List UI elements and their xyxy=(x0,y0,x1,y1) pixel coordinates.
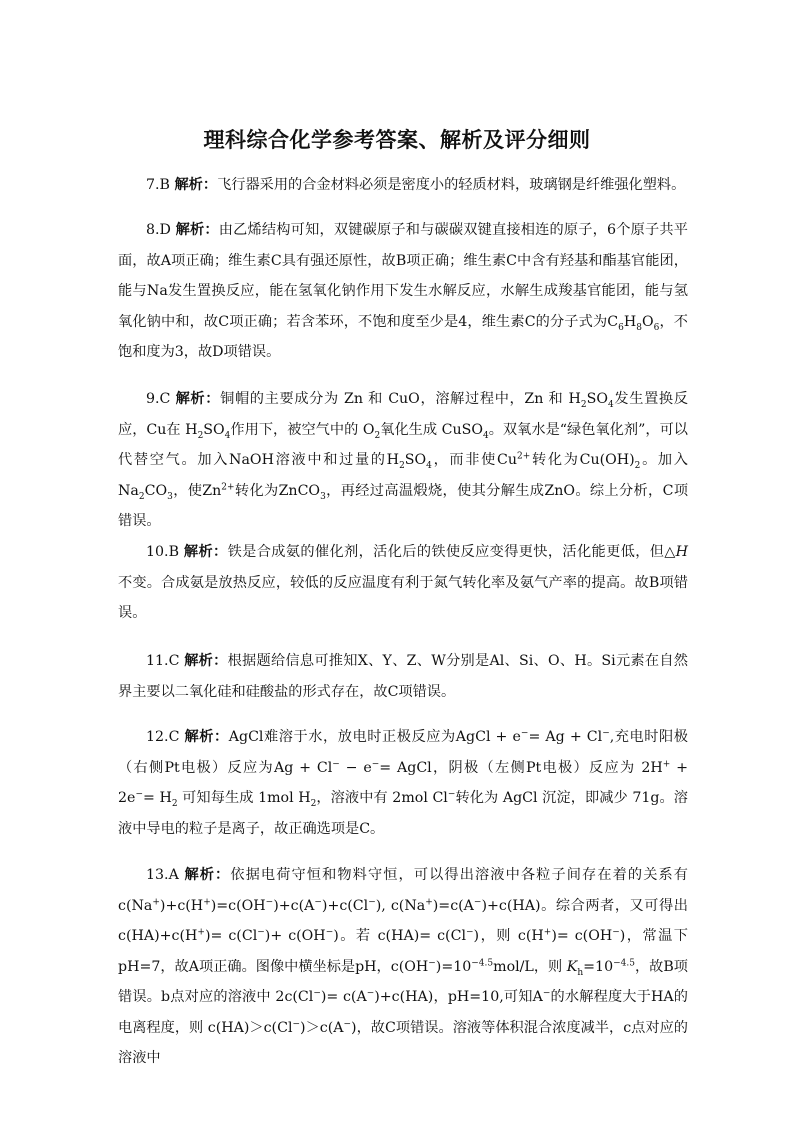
analysis-text: 铁是合成氨的催化剂，活化后的铁使反应变得更快，活化能更低，但△H不变。合成氨是放热反应，较低的反应温度有利于氮气转化率及氨气产率的提高。故B项错误。 xyxy=(118,544,688,621)
item-number: 13.A xyxy=(146,867,179,883)
page-title: 理科综合化学参考答案、解析及评分细则 xyxy=(203,127,591,152)
item-number: 11.C xyxy=(146,653,180,669)
answer-item-9 xyxy=(118,384,688,537)
answer-item-10 xyxy=(118,537,688,629)
analysis-label: 解析： xyxy=(175,222,219,238)
item-number: 9.C xyxy=(146,391,171,407)
analysis-label: 解析： xyxy=(184,729,229,745)
item-number: 12.C xyxy=(146,729,180,745)
analysis-text: 依据电荷守恒和物料守恒，可以得出溶液中各粒子间存在着的关系有c(Na+)+c(H+)=c(OH−)+c(A−)+c(Cl−), c(Na+)=c(A−)+c(HA)。综合两者，又可得出 c(HA)+c(H+)= c(Cl−)+ c(OH−)。若 c(HA)= c(Cl−)，则 c(H+)= c(OH−)，常温下 pH=7，故A项正确。图像中横坐标是pH，$c(OH^-)=10^{-4.5}mol/L$，则 $K_h=10^{-4.5}$，故B项错误。b点对应的溶液中 2c(Cl−)= c(A−)+c(HA)，pH=10,可知A−的水解程度大于HA的电离程度，则 c(HA)＞c(Cl−)＞c(A−)，故C项错误。溶液等体积混合浓度减半，c点对应的溶液中 xyxy=(118,867,688,1066)
item-number: 10.B xyxy=(146,544,179,560)
analysis-label: 解析： xyxy=(183,544,228,560)
item-number: 7.B xyxy=(146,177,170,193)
analysis-text: 根据题给信息可推知X、Y、Z、W分别是Al、Si、O、H。Si元素在自然界主要以二氧化硅和硅酸盐的形式存在，故C项错误。 xyxy=(118,653,688,700)
analysis-label: 解析： xyxy=(184,867,231,883)
answer-item-11 xyxy=(118,646,688,707)
answer-item-7 xyxy=(118,170,688,201)
answer-item-8 xyxy=(118,215,688,368)
answer-item-13 xyxy=(118,860,688,1074)
item-number: 8.D xyxy=(146,222,171,238)
analysis-text: 铜帽的主要成分为 Zn 和 CuO，溶解过程中，Zn 和 $H_2SO_4$发生置换反应，Cu在 $H_2SO_4$作用下，被空气中的 $O_2$氧化生成 CuSO$_4$。双氧水是“绿色氧化剂”，可以代替空气。加入NaOH溶液中和过量的$H_2SO_4$，而非使$Cu^{2+}$转化为$Cu(OH)_2$。加入$Na_2CO_3$，使$Zn^{2+}$转化为ZnCO$_3$，再经过高温煅烧，使其分解生成ZnO。综上分析，C项错误。 xyxy=(118,391,689,529)
analysis-text: 由乙烯结构可知，双键碳原子和与碳碳双键直接相连的原子，6个原子共平面，故A项正确；维生素C具有强还原性，故B项正确；维生素C中含有羟基和酯基官能团，能与Na发生置换反应，能在氢氧化钠作用下发生水解反应，水解生成羧基官能团，能与氢氧化钠中和，故C项正确；若含苯环，不饱和度至少是4，维生素C的分子式为$C_6H_8O_6$，不饱和度为3，故D项错误。 xyxy=(118,222,688,360)
analysis-label: 解析： xyxy=(184,653,228,669)
analysis-text: 飞行器采用的合金材料必须是密度小的轻质材料，玻璃钢是纤维强化塑料。 xyxy=(217,177,686,193)
analysis-label: 解析： xyxy=(174,177,218,193)
answer-item-12 xyxy=(118,722,688,844)
analysis-label: 解析： xyxy=(175,391,221,407)
analysis-text: AgCl难溶于水，放电时正极反应为AgCl + e−= Ag + Cl−,充电时阳极（右侧Pt电极）反应为Ag + Cl− − e−= AgCl，阴极（左侧Pt电极）反应为 $2H^+ + 2e^-= H_2$ 可知每生成 1mol $H_2$，溶液中有 2mol Cl−转化为 AgCl 沉淀，即减少 71g。溶液中导电的粒子是离子，故正确选项是C。 xyxy=(118,728,688,837)
